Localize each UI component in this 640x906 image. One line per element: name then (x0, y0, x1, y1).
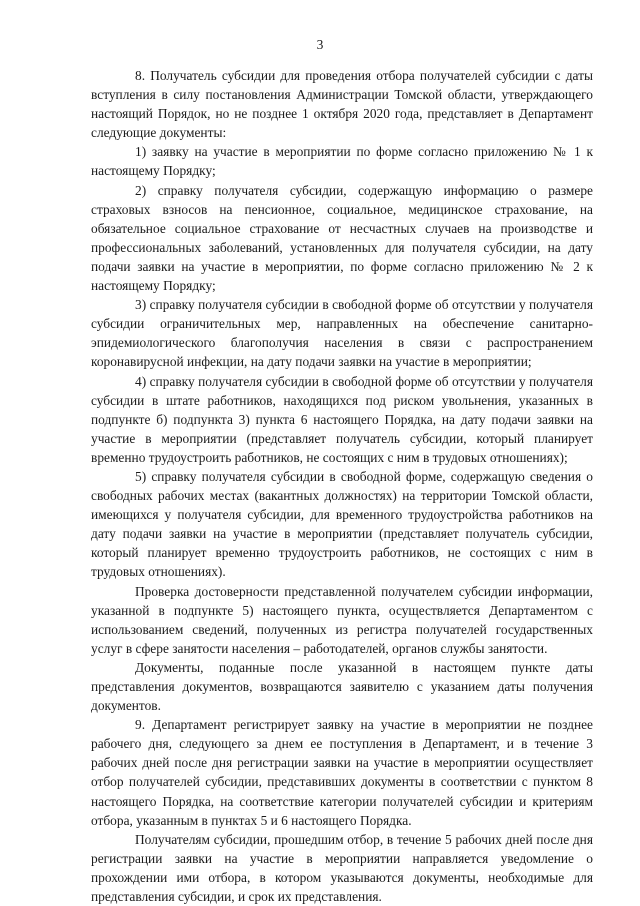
document-body (91, 66, 593, 906)
paragraph-8-intro: 8. Получатель субсидии для проведения отбора получателей субсидии с даты вступления в силу постановления Администрации Томской области, утверждающего настоящий Порядок, но не позднее 1 октября 2020 года, представляет в Департамент следующие документы: (91, 68, 593, 141)
page-number: 3 (316, 37, 324, 52)
paragraph-verification: Проверка достоверности представленной получателем субсидии информации, указанной в подпункте 5) настоящего пункта, осуществляется Департаментом с использованием сведений, полученных из регистра получателей государственных услуг в сфере занятости населения – работодателей, органов службы занятости. (91, 583, 593, 656)
list-item-2-insurance-certificate: 2) справку получателя субсидии, содержащую информацию о размере страховых взносов на пенсионное, социальное, медицинское страхование, на обязательное социальное страхование от несчастных случаев на производстве и профессиональных заболеваний, установленных для получателя субсидии, на дату подачи заявки на участие в мероприятии, по форме согласно приложению № 2 к настоящему Порядку; (91, 182, 593, 294)
paragraph-notification: Получателям субсидии, прошедшим отбор, в течение 5 рабочих дней после дня регистрации заявки на участие в мероприятии направляется уведомление о прохождении ими отбора, в котором указываются документы, необходимые для представления субсидии, и срок их представления. (91, 831, 593, 905)
list-item-4-dismissal-risk-certificate: 4) справку получателя субсидии в свободной форме об отсутствии у получателя субсидии в штате работников, находящихся под риском увольнения, указанных в подпункте б) подпункта 3) пункта 6 настоящего Порядка, на дату подачи заявки на участие в мероприятии (представляет получатель субсидии, который планирует временно трудоустроить работников, не состоящих с ним в трудовых отношениях); (91, 373, 593, 465)
paragraph-9-registration: 9. Департамент регистрирует заявку на участие в мероприятии не позднее рабочего дня, следующего за днем ее поступления в Департамент, и в течение 3 рабочих дней после дня регистрации заявки на участие в мероприятии осуществляет отбор получателей субсидии, представивших документы в соответствии с пунктом 8 настоящего Порядка, на соответствие категории получателей субсидии и критериям отбора, указанным в пунктах 5 и 6 настоящего Порядка. (91, 717, 593, 828)
list-item-3-restrictions-certificate: 3) справку получателя субсидии в свободной форме об отсутствии у получателя субсидии ограничительных мер, направленных на обеспечение санитарно-эпидемиологического благополучия населения в связи с распространением коронавирусной инфекции, на дату подачи заявки на участие в мероприятии; (91, 297, 593, 370)
list-item-5-vacancies-certificate: 5) справку получателя субсидии в свободной форме, содержащую сведения о свободных рабочих местах (вакантных должностях) на территории Томской области, имеющихся у получателя субсидии, для временного трудоустройства работников на дату подачи заявки на участие в мероприятии (представляет получатель субсидии, который планирует временно трудоустроить работников, не состоящих с ним в трудовых отношениях). (91, 468, 593, 580)
list-item-1-application: 1) заявку на участие в мероприятии по форме согласно приложению № 1 к настоящему Порядку; (91, 144, 593, 179)
paragraph-late-documents: Документы, поданные после указанной в настоящем пункте даты представления документов, возвращаются заявителю с указанием даты получения документов. (91, 659, 593, 714)
